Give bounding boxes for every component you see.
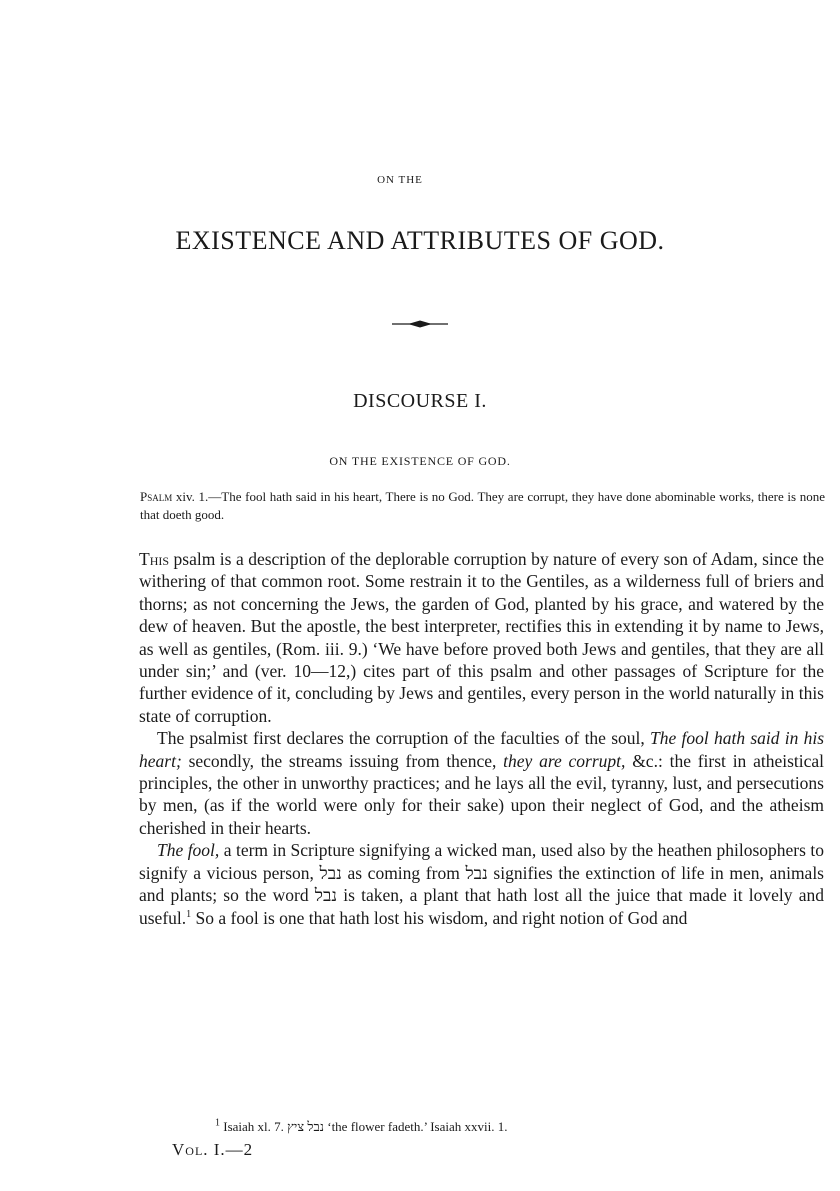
epigraph bbox=[140, 488, 825, 524]
paragraph-3-text-a: a term in Scripture signifying a wicked man, used also by the heathen philosophers to signify a vicious person, נבל as coming from נבל signifies the extinction of life in men, animals and plants; so the word נבל is taken, a plant that hath lost all the juice that made it lovely and useful. bbox=[139, 840, 825, 928]
paragraph-2-text-b: secondly, the streams issuing from thence, bbox=[188, 750, 497, 771]
paragraph-2 bbox=[139, 727, 824, 839]
page-title: EXISTENCE AND ATTRIBUTES OF GOD. bbox=[175, 226, 665, 255]
scripture-quote: The fool, bbox=[157, 840, 220, 861]
paragraph-3-text-b: So a fool is one that hath lost his wisdom, and right notion of God and bbox=[195, 907, 688, 928]
paragraph-2-text-a: The psalmist first declares the corruption of the faculties of the soul, bbox=[157, 728, 645, 749]
epigraph-reference: Psalm bbox=[140, 489, 173, 504]
title-kicker: ON THE bbox=[377, 174, 423, 186]
ornament-rule-icon bbox=[390, 318, 450, 330]
paragraph-2-text-c: &c.: the first in atheistical principles, the other in unworthy practices; and he lays all the evil, tyranny, lust, and persecutions by men, (as if the world were only for their sake) upon their neglect of God, and the atheism cherished in their hearts. bbox=[139, 750, 825, 838]
footnote bbox=[215, 1119, 835, 1135]
paragraph-3 bbox=[139, 839, 824, 929]
footnote-text: Isaiah xl. 7. נבל ציץ ‘the flower fadeth.’ Isaiah xxvii. 1. bbox=[223, 1119, 508, 1134]
discourse-subtitle: ON THE EXISTENCE OF GOD. bbox=[329, 454, 511, 468]
volume-signature: Vol. I.—2 bbox=[172, 1140, 254, 1159]
discourse-heading: DISCOURSE I. bbox=[353, 390, 487, 412]
paragraph-1 bbox=[139, 548, 824, 727]
footnote-marker[interactable]: 1 bbox=[186, 908, 192, 920]
paragraph-lead-word: This bbox=[139, 549, 170, 569]
paragraph-1-text: psalm is a description of the deplorable corruption by nature of every son of Adam, since the withering of that common root. Some restrain it to the Gentiles, as a wilderness full of briers and thorns; as not concerning the Jews, the garden of God, planted by his grace, and watered by the dew of heaven. But the apostle, the best interpreter, rectifies this in extending it by name to Jews, as well as gentiles, (Rom. iii. 9.) ‘We have before proved both Jews and gentiles, that they are all under sin;’ and (ver. 10—12,) cites part of this psalm and other passages of Scripture for the further evidence of it, concluding by Jews and gentiles, every person in the world naturally in this state of corruption. bbox=[139, 549, 824, 726]
scripture-quote: they are corrupt, bbox=[503, 750, 626, 771]
signature-mark bbox=[172, 1140, 253, 1160]
body-text bbox=[139, 548, 824, 929]
epigraph-text: xiv. 1.—The fool hath said in his heart, There is no God. They are corrupt, they have done abominable works, there is none that doeth good. bbox=[140, 489, 826, 522]
scripture-quote: The fool hath said in his heart; bbox=[139, 728, 825, 771]
footnote-number: 1 bbox=[215, 1117, 220, 1129]
